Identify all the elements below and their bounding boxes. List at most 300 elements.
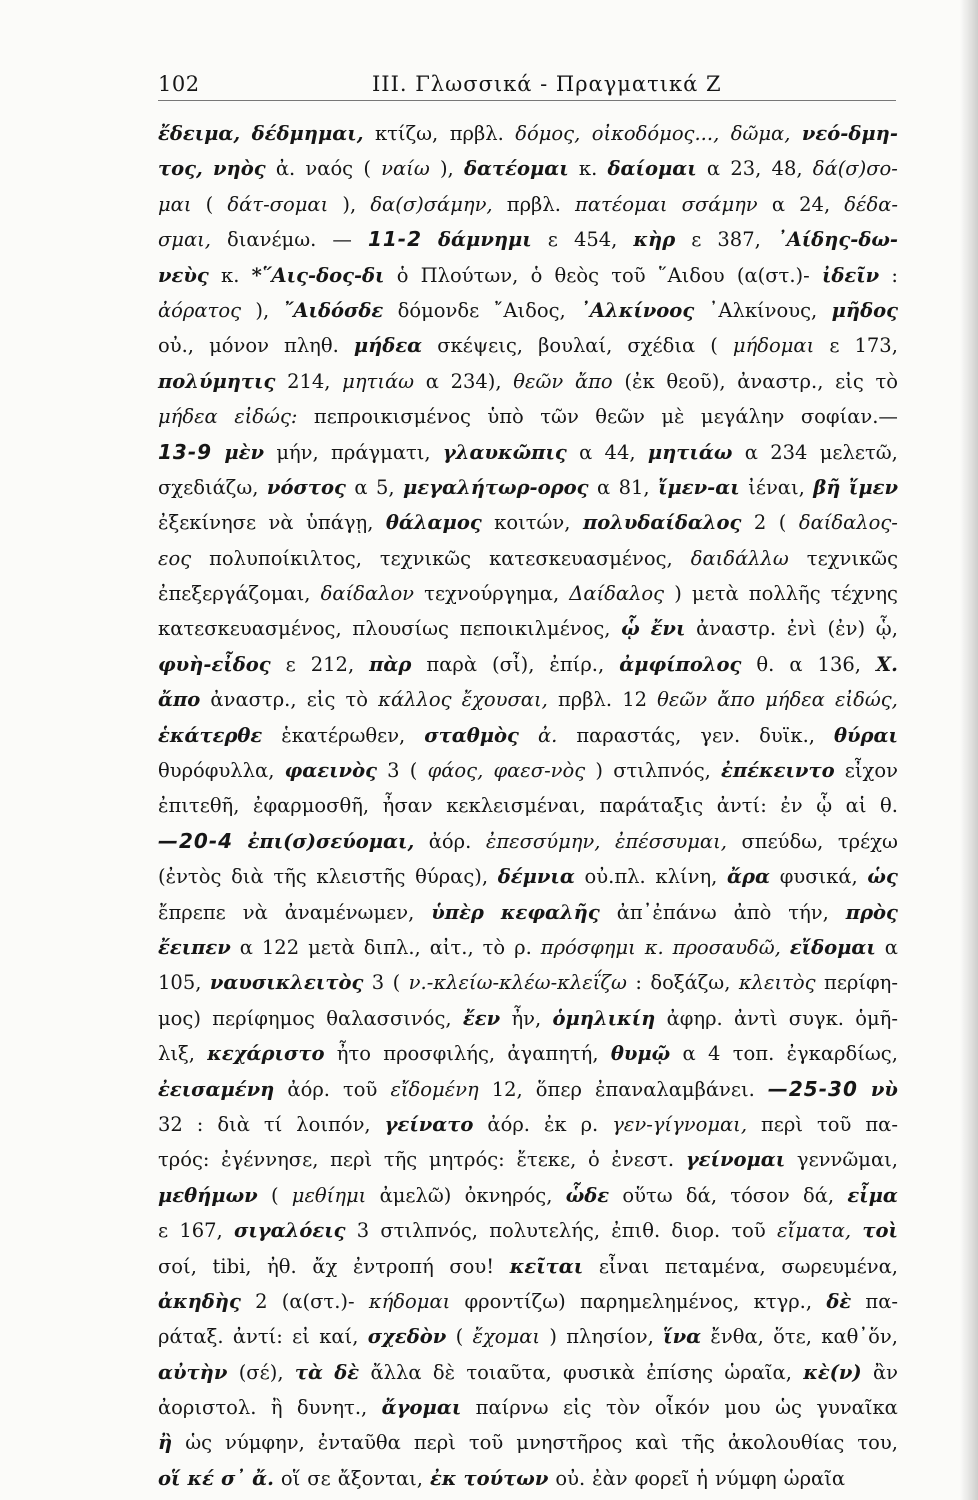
italic-word: εἴδομένη	[390, 1077, 479, 1101]
word: 105,	[158, 971, 202, 995]
word: ρ.	[580, 1112, 599, 1136]
word: 234	[770, 440, 808, 464]
word: ἄξονται,	[337, 1466, 423, 1490]
word: στιλπνός,	[380, 1219, 479, 1243]
text-line	[158, 930, 898, 965]
word: μελετῶ,	[819, 440, 898, 464]
italic-word: ν.-κλείω-κλέω-κλεΐζω	[408, 971, 627, 995]
word: δά,	[802, 1183, 835, 1207]
word: (	[363, 157, 371, 181]
lemma-word: εἶμα	[847, 1183, 898, 1207]
text-line	[158, 1319, 898, 1354]
word: ἐπίρ.,	[549, 652, 605, 676]
word: (ἐν)	[827, 617, 866, 641]
lemma-word: μεθήμων	[158, 1183, 258, 1207]
word: —	[332, 228, 352, 252]
word: 3	[371, 971, 385, 995]
text-line	[158, 435, 898, 470]
text-line	[158, 682, 898, 717]
italic-word: δέδα-	[844, 192, 898, 216]
word: ἀόρ.	[287, 1077, 330, 1101]
word: θ.	[756, 652, 775, 676]
word: 44,	[604, 440, 636, 464]
word: κεκλεισμέναι,	[446, 794, 586, 818]
word: ἐπιθ.	[611, 1219, 661, 1243]
word: πρβλ.	[557, 688, 613, 712]
word: (ἐντὸς	[158, 865, 222, 889]
word: α	[596, 475, 611, 499]
lemma-word: κὴρ	[633, 228, 676, 252]
word: πλουσίως	[352, 617, 449, 641]
word: μνηστῆρος	[516, 1431, 623, 1455]
word: πεπροικισμένος	[313, 405, 471, 429]
word: ἐπίσης	[646, 1360, 714, 1384]
word: ἐφαρμοσθῆ,	[252, 794, 370, 818]
lemma-word: ἢ	[158, 1431, 173, 1455]
word: :	[196, 1112, 204, 1136]
text-line	[158, 1178, 898, 1213]
word: πράγματι,	[331, 440, 431, 464]
lemma-word: σταθμὸς	[424, 723, 519, 747]
italic-word: εἰδώς,	[834, 688, 898, 712]
word: 387,	[717, 228, 761, 252]
text-line	[158, 895, 898, 930]
word: ὅτε,	[773, 1325, 812, 1349]
word: 23,	[730, 157, 762, 181]
word: (ἐκ	[624, 369, 655, 393]
lemma-word: μῆδος	[831, 298, 898, 322]
lemma-word: νὺ	[870, 1077, 898, 1101]
word: τοῦ	[343, 1077, 378, 1101]
word: ἐνταῦθα	[317, 1431, 401, 1455]
word: )	[549, 1325, 557, 1349]
text-line	[158, 1425, 898, 1460]
word: τρέχω	[837, 829, 898, 853]
word: τεχνικῶς	[379, 546, 472, 570]
word: κτγρ.,	[753, 1289, 813, 1313]
word: ἔπρεπε	[158, 900, 226, 924]
word: ),	[342, 192, 357, 216]
word: μεγάλην	[700, 405, 785, 429]
italic-word: σμαι,	[158, 228, 211, 252]
lemma-word: ἐπέκειντο	[721, 759, 835, 783]
word: τοῦ	[731, 1219, 766, 1243]
word: 2	[255, 1289, 268, 1313]
word: θ.	[880, 794, 898, 818]
word: πεποικιλμένος,	[459, 617, 611, 641]
italic-word: Δαίδαλος	[569, 582, 665, 606]
word: γεν.	[700, 723, 741, 747]
word: σπεύδω,	[741, 829, 824, 853]
italic-word: προσαυδῶ,	[672, 935, 781, 959]
word: 122	[261, 935, 300, 959]
word: κ.	[578, 157, 598, 181]
italic-word: ἐπεσσύμην,	[485, 829, 601, 853]
word: ἀντί:	[232, 1325, 283, 1349]
lemma-word: ἔεν	[462, 1006, 501, 1030]
lemma-word: ὡς	[867, 865, 898, 889]
word: τὸν	[606, 1396, 641, 1420]
text-line	[158, 1390, 898, 1425]
italic-word: μητιάω	[342, 369, 415, 393]
word: τεχνικῶς	[806, 546, 898, 570]
word: θυρόφυλλα,	[158, 759, 275, 783]
lemma-word: ναυσικλειτὸς	[209, 971, 364, 995]
word: οὐ.	[555, 1466, 586, 1490]
lemma-word: ᾿Αλκίνοος	[580, 298, 695, 322]
word: ἀκολουθίας	[727, 1431, 845, 1455]
lemma-word: κέ	[187, 1466, 214, 1490]
lemma-word: σ᾿	[220, 1466, 246, 1490]
word: ἐπαναλαμβάνει.	[594, 1077, 755, 1101]
italic-word: μήδεα	[765, 688, 825, 712]
word: (σἶ),	[492, 652, 535, 676]
word: ἀντί:	[716, 794, 767, 818]
lemma-word: νεό-δμη-	[801, 122, 898, 145]
lemma-word: δαίομαι	[607, 157, 697, 181]
lemma-word: τος,	[158, 157, 203, 181]
word: μος)	[158, 1006, 201, 1030]
lemma-word: νεὺς	[158, 263, 209, 287]
word: ράταξ.	[158, 1325, 224, 1349]
italic-word: κήδομαι	[368, 1289, 451, 1313]
word: ἂν	[872, 1360, 898, 1384]
lemma-word: δέμνια	[497, 865, 575, 889]
word: δὲ	[432, 1360, 456, 1384]
word: )	[674, 582, 682, 606]
word: ἀπ᾿ἐπάνω	[616, 900, 717, 924]
text-line	[158, 541, 898, 576]
italic-word: οἰκοδόμος...,	[591, 122, 720, 145]
word: εἰς	[835, 369, 864, 393]
lemma-word: ῎Αιδόσδε	[283, 298, 384, 322]
text-line	[158, 258, 898, 293]
lemma-word: μεγαλήτωρ-ορος	[403, 475, 589, 499]
word: πλησίον,	[566, 1325, 654, 1349]
lemma-word: ἔειπεν	[158, 935, 231, 959]
lemma-word: ὑπὲρ	[431, 900, 484, 924]
word: εἶχον	[844, 759, 898, 783]
word: ἀφηρ.	[666, 1006, 723, 1030]
lemma-word: ᾿Αίδης-δω-	[776, 228, 898, 252]
text-line	[158, 399, 898, 434]
word: ἡ	[696, 1466, 708, 1490]
word: περὶ	[413, 1431, 456, 1455]
word: γεννῶμαι,	[796, 1148, 898, 1172]
italic-word: φάος,	[427, 759, 484, 783]
text-line	[158, 718, 898, 753]
word: διορ.	[671, 1219, 721, 1243]
word: τοπ.	[732, 1042, 775, 1066]
word: αἰτ.,	[429, 935, 474, 959]
word: πεταμένα,	[664, 1254, 766, 1278]
lemma-word: ἔδειμα,	[158, 122, 241, 145]
lemma-word: φαεινὸς	[284, 759, 377, 783]
word: τοῦ	[611, 263, 646, 287]
page-header	[158, 68, 894, 102]
word: ρ.	[514, 935, 532, 959]
italic-word: ἀ.	[537, 723, 558, 747]
text-line	[158, 576, 898, 611]
text-line	[158, 788, 898, 823]
word: οἶκόν	[654, 1396, 710, 1420]
italic-word: γεν-γίγνομαι,	[612, 1112, 748, 1136]
word: ε	[158, 1219, 169, 1243]
word: ᾧ,	[875, 617, 898, 641]
lemma-word: ἰδεῖν	[821, 263, 880, 287]
text-line	[158, 1461, 898, 1496]
text-line	[158, 1072, 898, 1107]
word: ἐγκαρδίως,	[786, 1042, 898, 1066]
word: ὑπὸ	[487, 405, 524, 429]
lemma-word: 11-2	[367, 227, 422, 252]
word: ἀμελῶ)	[379, 1183, 452, 1207]
lemma-word: βῆ	[813, 475, 841, 499]
word: τῆς	[383, 1148, 418, 1172]
word: 81,	[618, 475, 650, 499]
italic-word: δαίδαλον	[320, 582, 415, 606]
lemma-word: ἔνι	[650, 617, 686, 641]
word: κατεσκευασμένος,	[489, 546, 673, 570]
word: πολυτελής,	[489, 1219, 601, 1243]
word: 12	[622, 688, 648, 712]
italic-word: θεῶν	[657, 688, 708, 712]
word: ἐπιτεθῆ,	[158, 794, 240, 818]
lemma-word: αὐτὴν	[158, 1360, 228, 1384]
word: γυναῖκα	[816, 1396, 898, 1420]
lemma-word: τοὶ	[862, 1219, 898, 1243]
word: διὰ	[231, 865, 264, 889]
word: ἔνθα,	[710, 1325, 764, 1349]
word: 48,	[771, 157, 803, 181]
word: ἀναστρ.,	[737, 369, 824, 393]
word: σωρευμένα,	[781, 1254, 898, 1278]
text-line	[158, 328, 898, 363]
word: παράταξις	[599, 794, 704, 818]
lemma-word: εἴδομαι	[789, 935, 876, 959]
word: λιξ,	[158, 1042, 195, 1066]
page-number: 102	[158, 72, 200, 96]
word: θεοῦ),	[666, 369, 726, 393]
word: α	[744, 440, 758, 464]
word: ῞Αιδου	[657, 263, 725, 287]
word: 167,	[179, 1219, 223, 1243]
word: ε	[829, 334, 840, 358]
word: τόσον	[730, 1183, 790, 1207]
word: ἄχ	[312, 1254, 338, 1278]
text-line	[158, 1142, 898, 1177]
word: ὅπερ	[535, 1077, 582, 1101]
lemma-word: ἐεισαμένη	[158, 1077, 275, 1101]
word: οἵ	[280, 1466, 301, 1490]
lemma-word: —20-4	[158, 828, 234, 853]
word: ᾧ	[816, 794, 833, 818]
word: ὑπάγῃ,	[306, 511, 374, 535]
word: νὰ	[268, 511, 294, 535]
text-line	[158, 222, 898, 257]
word: ἰέναι,	[748, 475, 805, 499]
lemma-word: τούτων	[463, 1466, 549, 1490]
lemma-word: νόστος	[266, 475, 346, 499]
word: τῶν	[540, 405, 579, 429]
text-line	[158, 116, 898, 151]
lemma-word: δάμνημι	[438, 228, 532, 252]
lemma-word: ἐκ	[430, 1466, 457, 1490]
text-line	[158, 187, 898, 222]
word: αἱ	[845, 794, 867, 818]
word: θαλασσινός,	[326, 1006, 452, 1030]
lemma-word: φυὴ-εἶδος	[158, 652, 271, 676]
text-line	[158, 1036, 898, 1071]
word: παρημελημένος,	[579, 1289, 740, 1313]
lemma-word: μητιάω	[647, 440, 733, 464]
lemma-word: οἵ	[158, 1466, 181, 1490]
word: 4	[708, 1042, 721, 1066]
word: ὁ	[587, 1148, 600, 1172]
lemma-word: ἴμεν-αι	[658, 475, 740, 499]
word: ἀοριστολ.	[158, 1396, 257, 1420]
word: 173,	[854, 334, 898, 358]
word: περίφημος	[212, 1006, 315, 1030]
word: 32	[158, 1112, 183, 1136]
lemma-word: θυμῷ	[610, 1042, 671, 1066]
word: (	[778, 511, 787, 535]
text-line	[158, 859, 898, 894]
text-line	[158, 611, 898, 646]
lemma-word: —25-30	[767, 1076, 858, 1101]
word: ε	[691, 228, 702, 252]
italic-word: κάλλος	[378, 688, 452, 712]
italic-word: δόμος,	[515, 122, 581, 145]
lemma-word: μὲν	[224, 440, 265, 464]
word: ἐνὶ	[786, 617, 817, 641]
lemma-word: Χ.	[875, 652, 898, 676]
lemma-word: γλαυκῶπις	[442, 440, 567, 464]
word: ἑκατέρωθεν,	[281, 723, 406, 747]
header-rule	[158, 100, 896, 101]
word: δοξάζω,	[650, 971, 731, 995]
italic-word: κ.	[644, 935, 664, 959]
word: ἐὰν	[592, 1466, 628, 1490]
italic-word: μήδομαι	[732, 334, 815, 358]
word: 136,	[817, 652, 861, 676]
word: μετὰ	[308, 935, 355, 959]
word: ἐξεκίνησε	[158, 511, 257, 535]
word: τὸ	[875, 369, 898, 393]
word: ἔτεκε,	[516, 1148, 577, 1172]
text-line	[158, 824, 898, 859]
word: (	[270, 1183, 279, 1207]
word: α	[682, 1042, 696, 1066]
word: βουλαί,	[538, 334, 613, 358]
italic-word: δάτ-σομαι	[227, 192, 329, 216]
word: τοῦ	[468, 1431, 504, 1455]
lemma-word: κὲ(ν)	[803, 1360, 862, 1384]
word: περίφη-	[824, 971, 898, 995]
word: μόνον	[209, 334, 269, 358]
word: πα-	[865, 1289, 898, 1313]
word: Πλούτων,	[420, 263, 519, 287]
italic-word: ἀόρατος	[158, 298, 241, 322]
italic-word: δά(σ)σο-	[812, 157, 898, 181]
word: εἰς	[562, 1396, 592, 1420]
word: α	[425, 369, 439, 393]
word: ἐντροπή	[352, 1254, 434, 1278]
italic-word: ναίω	[381, 157, 430, 181]
text-line	[158, 293, 898, 328]
word: :	[891, 263, 898, 287]
word: παίρνω	[475, 1396, 549, 1420]
word: (σέ),	[238, 1360, 284, 1384]
lemma-word: δὲ	[334, 1360, 360, 1384]
lemma-word: γείνατο	[384, 1112, 474, 1136]
word: θύρας),	[415, 865, 489, 889]
word: ἄλλα	[370, 1360, 422, 1384]
italic-word: δῶμα,	[730, 122, 791, 145]
word: νὰ	[242, 900, 268, 924]
word: ἀόρ.	[428, 829, 472, 853]
word: ἐκ	[543, 1112, 567, 1136]
word: στιλπνός,	[613, 759, 711, 783]
lemma-word: ἐπι(σ)σεύομαι,	[247, 829, 415, 853]
italic-word: ἄπο	[574, 369, 613, 393]
text-line	[158, 470, 898, 505]
word: 2	[753, 511, 767, 535]
word: τῆς	[681, 1431, 715, 1455]
italic-word: δαιδάλλω	[690, 546, 789, 570]
word: πρβλ.	[449, 122, 504, 145]
word: ἦτο	[336, 1042, 371, 1066]
word: 5,	[375, 475, 395, 499]
word: καί,	[319, 1325, 359, 1349]
lemma-word: ἄρα	[727, 865, 771, 889]
word: παραστάς,	[576, 723, 682, 747]
word: (	[409, 759, 418, 783]
word: παρὰ	[426, 652, 478, 676]
word: φυσικά,	[779, 865, 858, 889]
word: σοφίαν.—	[800, 405, 898, 429]
word: ἀντὶ	[734, 1006, 778, 1030]
word: ὡς	[185, 1431, 213, 1455]
word: τοῦ	[816, 1112, 852, 1136]
italic-word: ἄπο	[717, 688, 755, 712]
lemma-word: ἄ.	[252, 1466, 274, 1490]
lemma-word: ἄπο	[158, 688, 201, 712]
word: ἀγαπητή,	[507, 1042, 599, 1066]
word: κτίζω,	[374, 122, 439, 145]
word: 454,	[573, 228, 618, 252]
lemma-word: ἴμεν	[848, 475, 898, 499]
word: νύμφην,	[225, 1431, 305, 1455]
word: (	[392, 971, 401, 995]
lemma-word: 13-9	[158, 439, 213, 464]
word: καθ᾿ὅν,	[821, 1325, 898, 1349]
lemma-word: δὲ	[826, 1289, 852, 1313]
word: εἰς	[306, 688, 336, 712]
word: δυϊκ.,	[759, 723, 815, 747]
word: ),	[255, 298, 270, 322]
word: τὸ	[482, 935, 506, 959]
word: μετὰ	[691, 582, 739, 606]
lemma-word: τὰ	[294, 1360, 323, 1384]
lemma-word: θάλαμος	[385, 511, 482, 535]
word: α	[884, 935, 898, 959]
lemma-word: θύραι	[833, 723, 898, 747]
lemma-word: ᾧ	[621, 617, 640, 641]
lemma-word: ἑκάτερθε	[158, 723, 263, 747]
text-line	[158, 753, 898, 788]
word: διπλ.,	[363, 935, 421, 959]
